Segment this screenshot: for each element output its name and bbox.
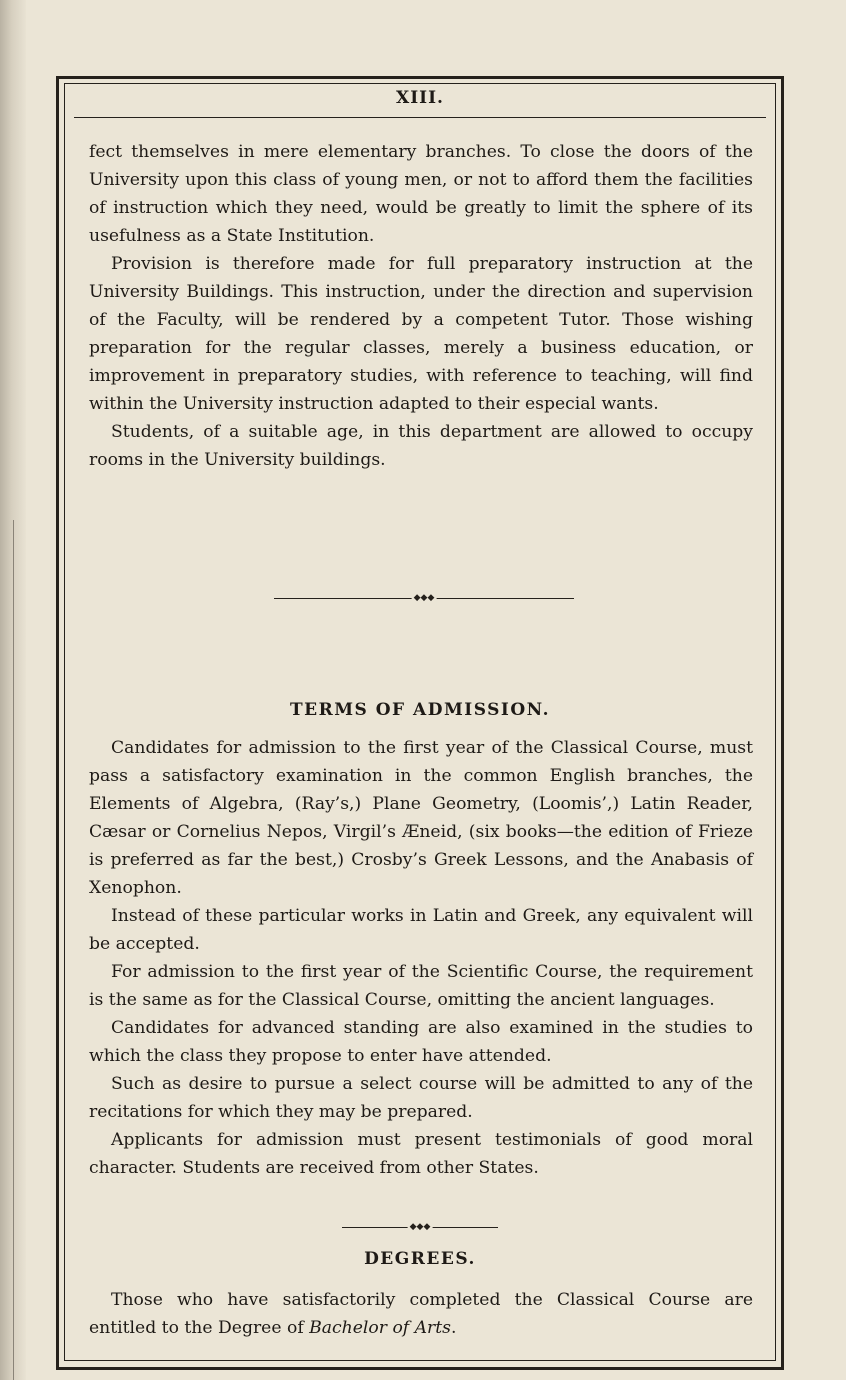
degrees-heading: DEGREES. [364, 1249, 476, 1269]
ornamental-divider [342, 1223, 498, 1233]
degree-name: Bachelor of Arts [309, 1318, 451, 1338]
paragraph: Students, of a suitable age, in this department are allowed to occupy rooms in the University buildings. [89, 422, 753, 470]
paragraph: Applicants for admission must present testimonials of good moral character. Students are received from other States. [89, 1130, 753, 1178]
paragraph [89, 1286, 753, 1342]
page-number: XIII. [396, 88, 444, 108]
paragraph: Candidates for admission to the first year of the Classical Course, must pass a satisfactory examination in the common English branches, the Elements of Algebra, (Ray’s,) Plane Geometry, (Loomis’,) Latin Reader, Cæsar or Cornelius Nepos, Virgil’s Æneid, (six books—the edition of Frieze is preferred as far the best,) Crosby’s Greek Lessons, and the Anabasis of Xenophon. [89, 738, 753, 898]
degree-text: Those who have satisfactorily completed the Classical Course are entitled to the Degree of [89, 1290, 753, 1338]
paragraph-continuation: fect themselves in mere elementary branches. To close the doors of the University upon this class of young men, or not to afford them the facilities of instruction which they need, would be greatly to limit the sphere of its usefulness as a State Institution. [89, 142, 753, 246]
paragraph: Provision is therefore made for full preparatory instruction at the University Buildings. This instruction, under the direction and supervision of the Faculty, will be rendered by a competent Tutor. Those wishing preparation for the regular classes, merely a business education, or improvement in preparatory studies, with reference to teaching, will find within the University instruction adapted to their especial wants. [89, 254, 753, 414]
book-binding-shadow [0, 0, 26, 1380]
diamond-ornament-icon: ◆◆◆ [408, 1219, 433, 1235]
diamond-ornament-icon: ◆◆◆ [412, 590, 437, 606]
degree-text-end: . [450, 1318, 457, 1338]
paragraph: For admission to the first year of the Scientific Course, the requirement is the same as for the Classical Course, omitting the ancient languages. [89, 962, 753, 1010]
ornamental-divider [274, 594, 574, 604]
preparatory-section [89, 138, 753, 474]
terms-of-admission-heading: TERMS OF ADMISSION. [289, 700, 551, 720]
terms-of-admission-section [89, 734, 753, 1182]
degrees-section [89, 1286, 753, 1342]
paragraph: Candidates for advanced standing are also examined in the studies to which the class they propose to enter have attended. [89, 1018, 753, 1066]
paragraph: Instead of these particular works in Latin and Greek, any equivalent will be accepted. [89, 906, 753, 954]
header-rule [74, 117, 766, 118]
paragraph: Such as desire to pursue a select course will be admitted to any of the recitations for which they may be prepared. [89, 1074, 753, 1122]
